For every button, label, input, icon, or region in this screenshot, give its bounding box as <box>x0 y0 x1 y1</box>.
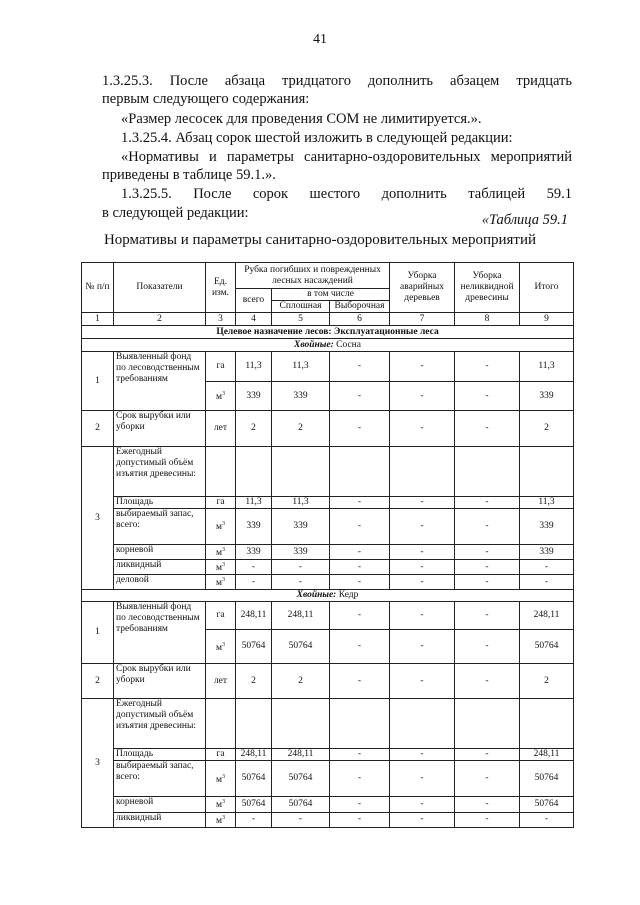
cell-emergency: - <box>390 545 455 560</box>
header-itogo: Итого <box>520 263 574 313</box>
cell-nonliquid: - <box>455 812 520 827</box>
cell-nonliquid: - <box>455 797 520 812</box>
row-indicator: выбираемый запас, всего: <box>114 509 206 545</box>
header-num: № п/п <box>82 263 114 313</box>
row-indicator: Площадь <box>114 749 206 761</box>
cell-total: 11,3 <box>236 497 272 509</box>
table-row <box>82 812 574 827</box>
cell-total: 50764 <box>236 797 272 812</box>
row-indicator: Выявленный фонд по лесоводственным требованиям <box>114 352 206 411</box>
cell-total: 339 <box>236 509 272 545</box>
cell-selective: - <box>330 497 390 509</box>
cell-emergency: - <box>390 749 455 761</box>
paragraph-line: «Размер лесосек для проведения СОМ не лимитируется.». <box>121 111 482 127</box>
cell-emergency: - <box>390 497 455 509</box>
cell-clear: 50764 <box>272 630 330 664</box>
cell-emergency: - <box>390 630 455 664</box>
cell-emergency: - <box>390 382 455 411</box>
cell-nonliquid: - <box>455 382 520 411</box>
cell-unit: $м^3$ <box>206 797 236 812</box>
cell-nonliquid: - <box>455 575 520 590</box>
empty-cell <box>330 447 390 497</box>
cell-selective: - <box>330 545 390 560</box>
col-number: 8 <box>455 313 520 326</box>
cell-total: 2 <box>236 664 272 699</box>
cell-selective: - <box>330 602 390 630</box>
row-num: 3 <box>82 699 114 827</box>
cell-clear: 339 <box>272 545 330 560</box>
cell-total: 248,11 <box>236 749 272 761</box>
cell-unit: $м^3$ <box>206 630 236 664</box>
cell-clear: 50764 <box>272 761 330 797</box>
col-number: 5 <box>272 313 330 326</box>
cell-clear: 2 <box>272 411 330 447</box>
table-label: «Таблица 59.1 <box>481 212 568 228</box>
col-number: 2 <box>114 313 206 326</box>
cell-selective: - <box>330 664 390 699</box>
col-number: 6 <box>330 313 390 326</box>
cell-clear: 339 <box>272 509 330 545</box>
cell-emergency: - <box>390 797 455 812</box>
cell-nonliquid: - <box>455 497 520 509</box>
row-indicator: корневой <box>114 797 206 812</box>
cell-clear: - <box>272 560 330 575</box>
norms-table <box>81 262 574 828</box>
table-row <box>82 447 574 497</box>
table-row <box>82 352 574 382</box>
paragraph-line: первым следующего содержания: <box>102 91 310 107</box>
table-row <box>82 602 574 630</box>
cell-itogo: 50764 <box>520 630 574 664</box>
cell-total: - <box>236 575 272 590</box>
cell-unit: $м^3$ <box>206 509 236 545</box>
table-row <box>82 761 574 797</box>
table-row <box>82 560 574 575</box>
cell-total: 11,3 <box>236 352 272 382</box>
table-title: Нормативы и параметры санитарно-оздоровительных мероприятий <box>103 232 537 248</box>
paragraph-line: 1.3.25.3. После абзаца тридцатого дополнить абзацем тридцать <box>102 73 572 89</box>
row-indicator: Выявленный фонд по лесоводственным требованиям <box>114 602 206 664</box>
empty-cell <box>206 447 236 497</box>
empty-cell <box>272 447 330 497</box>
cell-clear: 339 <box>272 382 330 411</box>
cell-itogo: 2 <box>520 411 574 447</box>
empty-cell <box>236 447 272 497</box>
table-row <box>82 509 574 545</box>
cell-emergency: - <box>390 560 455 575</box>
row-indicator: Ежегодный допустимый объём изъятия древесины: <box>114 447 206 497</box>
table-row <box>82 699 574 749</box>
group-subtitle: Хвойные: Сосна <box>82 339 574 352</box>
header-incl: в том числе <box>272 289 390 301</box>
row-indicator: корневой <box>114 545 206 560</box>
cell-nonliquid: - <box>455 630 520 664</box>
cell-itogo: 11,3 <box>520 352 574 382</box>
paragraph-line: в следующей редакции: <box>102 205 249 221</box>
cell-unit: $м^3$ <box>206 382 236 411</box>
cell-clear: 11,3 <box>272 497 330 509</box>
cell-total: - <box>236 560 272 575</box>
cell-total: 339 <box>236 382 272 411</box>
cell-unit: $м^3$ <box>206 761 236 797</box>
cell-selective: - <box>330 352 390 382</box>
col-number: 7 <box>390 313 455 326</box>
row-num: 2 <box>82 411 114 447</box>
cell-nonliquid: - <box>455 509 520 545</box>
cell-nonliquid: - <box>455 761 520 797</box>
cell-nonliquid: - <box>455 602 520 630</box>
cell-clear: 11,3 <box>272 352 330 382</box>
cell-clear: - <box>272 575 330 590</box>
cell-itogo: 339 <box>520 545 574 560</box>
cell-nonliquid: - <box>455 352 520 382</box>
cell-selective: - <box>330 761 390 797</box>
column-numbers-row <box>82 313 574 326</box>
cell-itogo: 339 <box>520 382 574 411</box>
cell-unit: га <box>206 749 236 761</box>
header-emergency: Уборка аварийных деревьев <box>390 263 455 313</box>
row-num: 1 <box>82 352 114 411</box>
row-num: 2 <box>82 664 114 699</box>
header-clear: Сплошная <box>272 301 330 313</box>
table-row <box>82 411 574 447</box>
cell-clear: 2 <box>272 664 330 699</box>
row-indicator: Площадь <box>114 497 206 509</box>
cell-itogo: 11,3 <box>520 497 574 509</box>
col-number: 3 <box>206 313 236 326</box>
cell-selective: - <box>330 509 390 545</box>
empty-cell <box>236 699 272 749</box>
row-indicator: Срок вырубки или уборки <box>114 411 206 447</box>
cell-total: - <box>236 812 272 827</box>
cell-unit: $м^3$ <box>206 575 236 590</box>
empty-cell <box>390 699 455 749</box>
empty-cell <box>455 447 520 497</box>
cell-unit: $м^3$ <box>206 560 236 575</box>
paragraph-line: «Нормативы и параметры санитарно-оздоровительных мероприятий <box>121 149 572 165</box>
empty-cell <box>455 699 520 749</box>
table-row <box>82 797 574 812</box>
cell-itogo: 50764 <box>520 797 574 812</box>
cell-unit: га <box>206 602 236 630</box>
table-row <box>82 545 574 560</box>
empty-cell <box>206 699 236 749</box>
header-total: всего <box>236 289 272 313</box>
cell-itogo: - <box>520 575 574 590</box>
section-title: Целевое назначение лесов: Эксплуатационные леса <box>82 326 574 339</box>
cell-clear: 248,11 <box>272 749 330 761</box>
cell-itogo: 50764 <box>520 761 574 797</box>
cell-itogo: 248,11 <box>520 602 574 630</box>
cell-total: 248,11 <box>236 602 272 630</box>
cell-unit: га <box>206 497 236 509</box>
cell-unit: га <box>206 352 236 382</box>
header-indicators: Показатели <box>114 263 206 313</box>
cell-total: 2 <box>236 411 272 447</box>
cell-emergency: - <box>390 664 455 699</box>
row-indicator: Срок вырубки или уборки <box>114 664 206 699</box>
cell-emergency: - <box>390 352 455 382</box>
cell-nonliquid: - <box>455 560 520 575</box>
cell-clear: 50764 <box>272 797 330 812</box>
empty-cell <box>272 699 330 749</box>
row-num: 3 <box>82 447 114 590</box>
empty-cell <box>330 699 390 749</box>
cell-unit: $м^3$ <box>206 545 236 560</box>
cell-total: 339 <box>236 545 272 560</box>
cell-selective: - <box>330 411 390 447</box>
header-unit: Ед. изм. <box>206 263 236 313</box>
header-nonliquid: Уборка неликвидной древесины <box>455 263 520 313</box>
paragraph-line: 1.3.25.5. После сорок шестого дополнить таблицей 59.1 <box>121 186 572 202</box>
table-row <box>82 497 574 509</box>
col-number: 9 <box>520 313 574 326</box>
col-number: 1 <box>82 313 114 326</box>
empty-cell <box>520 447 574 497</box>
row-indicator: ликвидный <box>114 560 206 575</box>
empty-cell <box>390 447 455 497</box>
header-felling: Рубка погибших и поврежденных лесных насаждений <box>236 263 390 289</box>
cell-clear: 248,11 <box>272 602 330 630</box>
cell-emergency: - <box>390 509 455 545</box>
cell-itogo: 2 <box>520 664 574 699</box>
row-indicator: ликвидный <box>114 812 206 827</box>
cell-emergency: - <box>390 812 455 827</box>
table-row <box>82 664 574 699</box>
cell-selective: - <box>330 797 390 812</box>
cell-unit: лет <box>206 664 236 699</box>
paragraph-line: приведены в таблице 59.1.». <box>102 167 276 183</box>
cell-selective: - <box>330 575 390 590</box>
cell-total: 50764 <box>236 630 272 664</box>
table-row <box>82 749 574 761</box>
cell-emergency: - <box>390 575 455 590</box>
cell-nonliquid: - <box>455 545 520 560</box>
cell-selective: - <box>330 812 390 827</box>
row-indicator: деловой <box>114 575 206 590</box>
cell-total: 50764 <box>236 761 272 797</box>
paragraph-line: 1.3.25.4. Абзац сорок шестой изложить в следующей редакции: <box>121 130 513 146</box>
cell-selective: - <box>330 560 390 575</box>
cell-nonliquid: - <box>455 749 520 761</box>
row-num: 1 <box>82 602 114 664</box>
empty-cell <box>520 699 574 749</box>
row-indicator: выбираемый запас, всего: <box>114 761 206 797</box>
cell-nonliquid: - <box>455 411 520 447</box>
cell-emergency: - <box>390 411 455 447</box>
page-number: 41 <box>313 32 327 47</box>
group-subtitle: Хвойные: Кедр <box>82 590 574 602</box>
cell-clear: - <box>272 812 330 827</box>
cell-itogo: 248,11 <box>520 749 574 761</box>
cell-unit: лет <box>206 411 236 447</box>
cell-itogo: - <box>520 812 574 827</box>
col-number: 4 <box>236 313 272 326</box>
cell-selective: - <box>330 749 390 761</box>
table-row <box>82 575 574 590</box>
cell-emergency: - <box>390 602 455 630</box>
row-indicator: Ежегодный допустимый объём изъятия древесины: <box>114 699 206 749</box>
cell-nonliquid: - <box>455 664 520 699</box>
cell-itogo: - <box>520 560 574 575</box>
cell-selective: - <box>330 630 390 664</box>
cell-emergency: - <box>390 761 455 797</box>
cell-unit: $м^3$ <box>206 812 236 827</box>
cell-selective: - <box>330 382 390 411</box>
header-selective: Выборочная <box>330 301 390 313</box>
cell-itogo: 339 <box>520 509 574 545</box>
